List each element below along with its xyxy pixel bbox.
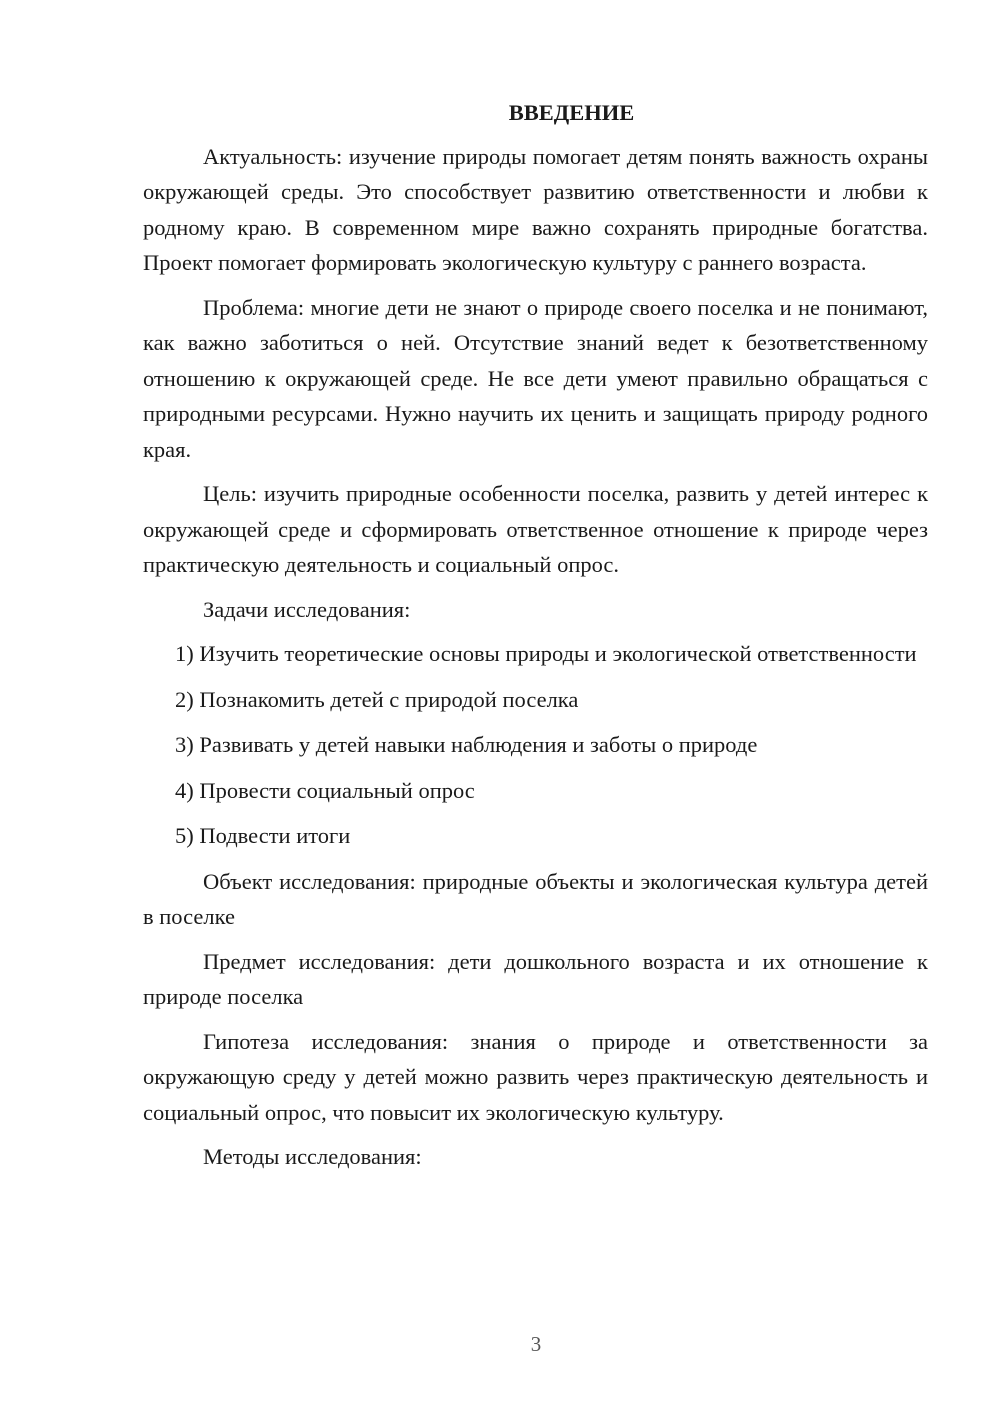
document-page xyxy=(143,95,928,1184)
tasks-list xyxy=(143,636,928,854)
object-paragraph: Объект исследования: природные объекты и экологическая культура детей в поселке xyxy=(143,868,928,929)
list-item: 4) Провести социальный опрос xyxy=(175,777,475,803)
subject-paragraph: Предмет исследования: дети дошкольного возраста и их отношение к природе поселка xyxy=(143,948,928,1009)
goal-paragraph: Цель: изучить природные особенности поселка, развить у детей интерес к окружающей среде и сформировать ответственное отношение к природе через практическую деятельность и социальный опрос. xyxy=(143,481,928,577)
list-item: 3) Развивать у детей навыки наблюдения и заботы о природе xyxy=(175,732,758,757)
methods-heading: Методы исследования: xyxy=(203,1144,422,1169)
relevance-paragraph: Актуальность: изучение природы помогает детям понять важность охраны окружающей среды. Это способствует развитию ответственности и любви к родному краю. В современном мире важно сохранять природные богатства. Проект помогает формировать экологическую культуру с раннего возраста. xyxy=(143,143,928,275)
page-title: ВВЕДЕНИЕ xyxy=(508,100,635,125)
tasks-heading: Задачи исследования: xyxy=(203,596,411,622)
list-item: 1) Изучить теоретические основы природы и экологической ответственности xyxy=(175,641,917,666)
hypothesis-paragraph: Гипотеза исследования: знания о природе и ответственности за окружающую среду у детей можно развить через практическую деятельность и социальный опрос, что повысит их экологическую культуру. xyxy=(143,1028,928,1125)
page-number: 3 xyxy=(530,1332,542,1356)
problem-paragraph: Проблема: многие дети не знают о природе своего поселка и не понимают, как важно заботиться о ней. Отсутствие знаний ведет к безответственному отношению к окружающей среде. Не все дети умеют правильно обращаться с природными ресурсами. Нужно научить их ценить и защищать природу родного края. xyxy=(143,294,928,462)
list-item: 2) Познакомить детей с природой поселка xyxy=(175,686,579,712)
list-item: 5) Подвести итоги xyxy=(175,823,351,848)
